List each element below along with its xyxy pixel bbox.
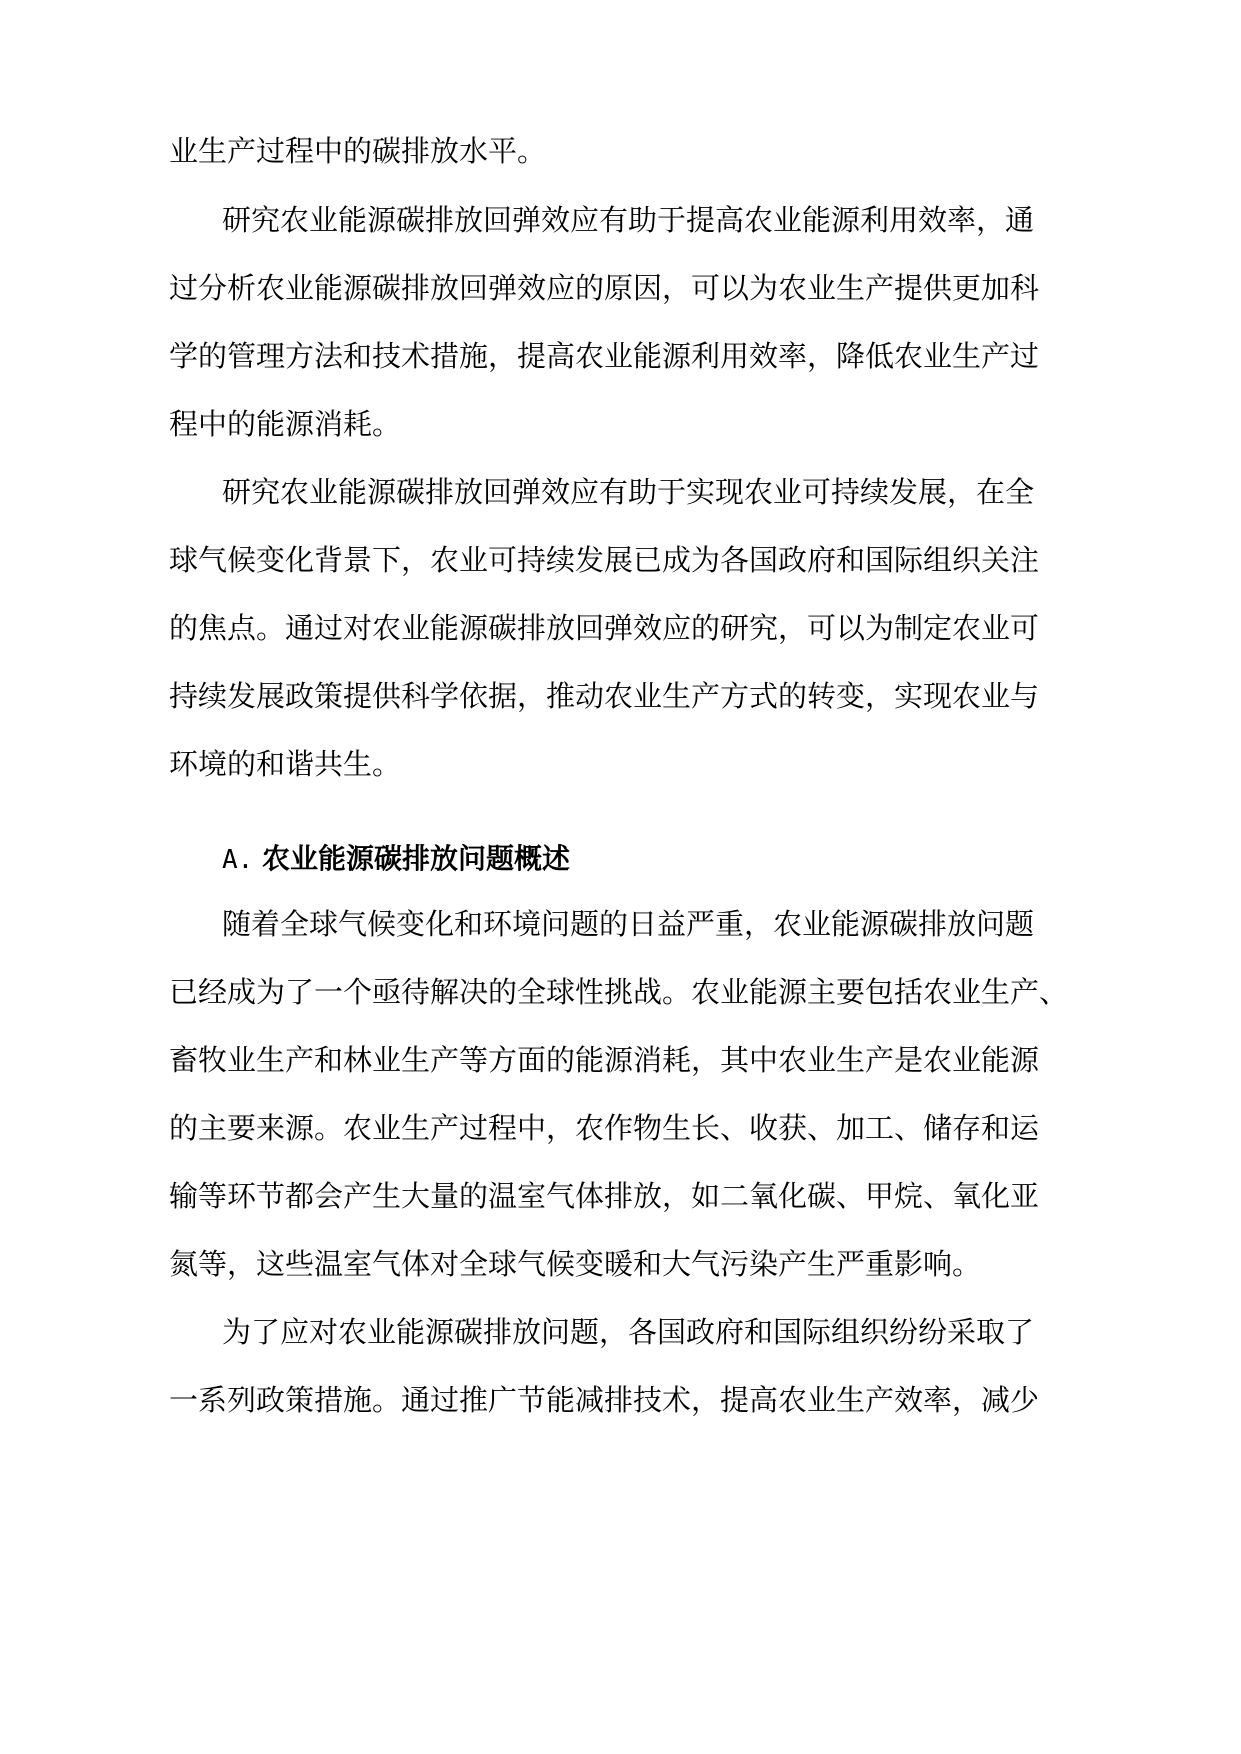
paragraph-line: 球气候变化背景下，农业可持续发展已成为各国政府和国际组织关注 [169,543,1040,577]
paragraph-line: 持续发展政策提供科学依据，推动农业生产方式的转变，实现农业与 [169,679,1040,713]
section-title: 农业能源碳排放问题概述 [262,842,571,875]
paragraph-line: 氮等，这些温室气体对全球气候变暖和大气污染产生严重影响。 [169,1247,982,1281]
paragraph-line: 学的管理方法和技术措施，提高农业能源利用效率，降低农业生产过 [169,339,1040,373]
paragraph-line: 为了应对农业能源碳排放问题，各国政府和国际组织纷纷采取了 [222,1315,1035,1349]
paragraph-line: 畜牧业生产和林业生产等方面的能源消耗，其中农业生产是农业能源 [169,1043,1040,1077]
paragraph-line: 一系列政策措施。通过推广节能减排技术，提高农业生产效率，减少 [169,1383,1040,1417]
paragraph-line: 环境的和谐共生。 [169,747,402,781]
paragraph-line: 业生产过程中的碳排放水平。 [169,134,547,168]
section-label: A. [222,845,254,875]
paragraph-line: 已经成为了一个亟待解决的全球性挑战。农业能源主要包括农业生产、 [169,975,1069,1009]
paragraph-line: 输等环节都会产生大量的温室气体排放，如二氧化碳、甲烷、氧化亚 [169,1179,1040,1213]
paragraph-line: 程中的能源消耗。 [169,407,402,441]
paragraph-line: 研究农业能源碳排放回弹效应有助于实现农业可持续发展，在全 [222,475,1035,509]
paragraph-line: 研究农业能源碳排放回弹效应有助于提高农业能源利用效率，通 [222,203,1035,237]
paragraph-line: 过分析农业能源碳排放回弹效应的原因，可以为农业生产提供更加科 [169,271,1040,305]
paragraph-line: 随着全球气候变化和环境问题的日益严重，农业能源碳排放问题 [222,907,1035,941]
section-heading [222,839,822,879]
paragraph-line: 的主要来源。农业生产过程中，农作物生长、收获、加工、储存和运 [169,1111,1040,1145]
paragraph-line: 的焦点。通过对农业能源碳排放回弹效应的研究，可以为制定农业可 [169,611,1040,645]
